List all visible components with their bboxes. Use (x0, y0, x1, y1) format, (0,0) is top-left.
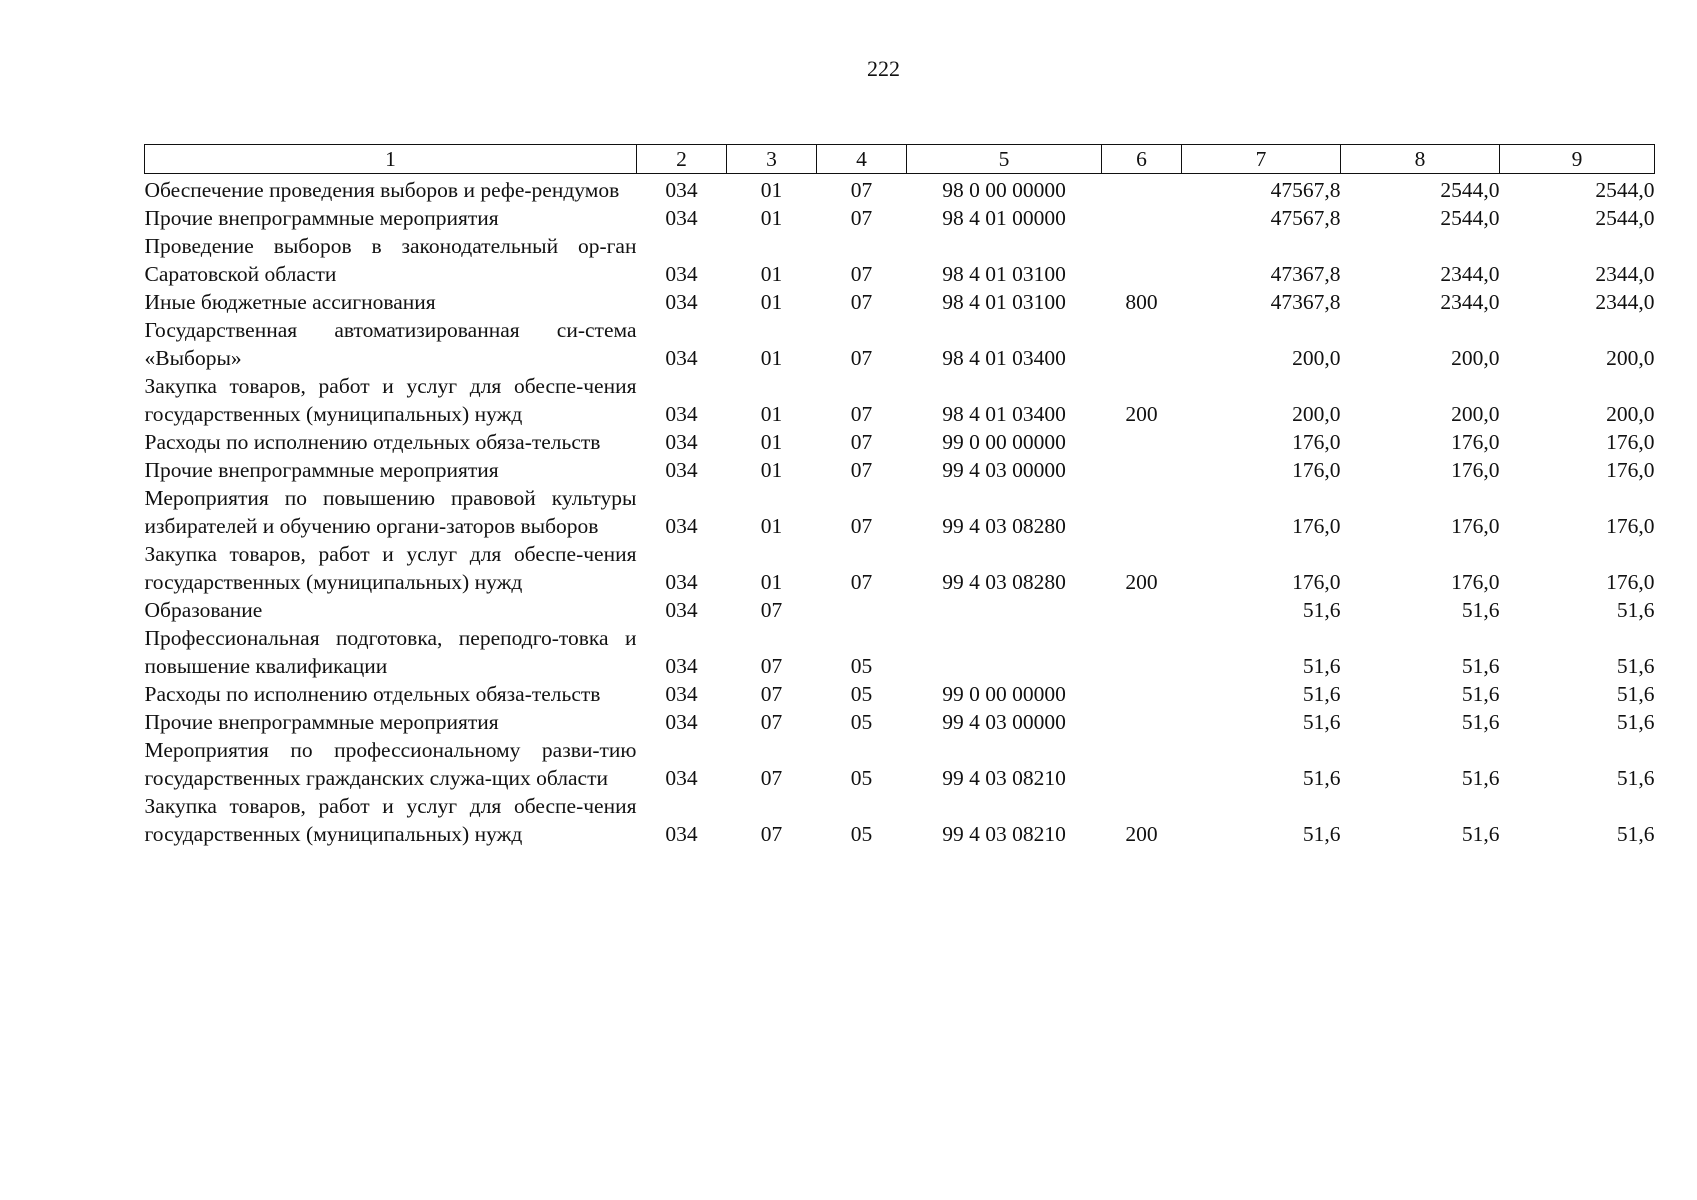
table-row (145, 372, 1655, 428)
row-amount-col9: 176,0 (1606, 514, 1655, 538)
row-ministry-code: 034 (665, 570, 698, 594)
row-target-article: 98 4 01 00000 (942, 206, 1066, 230)
column-header: 8 (1341, 145, 1500, 174)
table-row (145, 736, 1655, 792)
row-section-code: 07 (760, 654, 783, 678)
column-header: 9 (1500, 145, 1655, 174)
row-target-article (907, 624, 1102, 680)
row-amount-col9: 2344,0 (1595, 262, 1655, 286)
row-amount-col9: 200,0 (1606, 346, 1655, 370)
row-amount-col8: 2544,0 (1440, 178, 1500, 202)
row-amount-col7: 176,0 (1292, 430, 1341, 454)
row-amount-col7: 47567,8 (1270, 206, 1341, 230)
row-expense-type: 200 (1125, 402, 1158, 426)
row-amount-col7: 200,0 (1292, 346, 1341, 370)
row-amount-col8: 176,0 (1451, 570, 1500, 594)
row-amount-col8: 176,0 (1451, 458, 1500, 482)
row-ministry-code: 034 (665, 402, 698, 426)
row-ministry-code: 034 (665, 178, 698, 202)
row-section-code: 07 (760, 766, 783, 790)
row-amount-col7: 51,6 (1302, 654, 1341, 678)
row-name: Закупка товаров, работ и услуг для обеспе-чения государственных (муниципальных) нужд (144, 374, 637, 426)
row-name: Прочие внепрограммные мероприятия (144, 458, 499, 482)
row-target-article: 99 4 03 08280 (942, 514, 1066, 538)
row-amount-col7: 176,0 (1292, 570, 1341, 594)
row-amount-col8: 51,6 (1461, 654, 1500, 678)
row-subsection-code: 05 (850, 654, 873, 678)
row-name: Прочие внепрограммные мероприятия (144, 206, 499, 230)
row-expense-type (1102, 174, 1182, 205)
row-ministry-code: 034 (665, 682, 698, 706)
column-header: 2 (637, 145, 727, 174)
table-row (145, 316, 1655, 372)
row-ministry-code: 034 (665, 290, 698, 314)
row-section-code: 01 (760, 458, 783, 482)
row-amount-col8: 176,0 (1451, 514, 1500, 538)
row-subsection-code: 07 (850, 346, 873, 370)
table-body (145, 174, 1655, 849)
row-section-code: 07 (760, 822, 783, 846)
row-amount-col7: 51,6 (1302, 710, 1341, 734)
column-header: 5 (907, 145, 1102, 174)
row-name: Мероприятия по профессиональному разви-тию государственных гражданских служа-щих области (144, 738, 637, 790)
row-subsection-code: 07 (850, 402, 873, 426)
table-row (145, 596, 1655, 624)
row-amount-col9: 2544,0 (1595, 178, 1655, 202)
row-subsection-code: 07 (850, 570, 873, 594)
row-ministry-code: 034 (665, 458, 698, 482)
row-amount-col7: 51,6 (1302, 822, 1341, 846)
row-amount-col9: 51,6 (1616, 654, 1655, 678)
row-subsection-code: 07 (850, 262, 873, 286)
row-section-code: 01 (760, 206, 783, 230)
row-amount-col9: 51,6 (1616, 822, 1655, 846)
row-amount-col7: 200,0 (1292, 402, 1341, 426)
page-number: 222 (867, 56, 900, 81)
row-amount-col7: 47367,8 (1270, 290, 1341, 314)
row-amount-col8: 2344,0 (1440, 290, 1500, 314)
budget-table (144, 144, 1655, 848)
row-amount-col7: 176,0 (1292, 514, 1341, 538)
row-name: Мероприятия по повышению правовой культуры избирателей и обучению органи-заторов выборов (144, 486, 637, 538)
table-row (145, 204, 1655, 232)
row-amount-col9: 176,0 (1606, 430, 1655, 454)
row-target-article: 99 0 00 00000 (942, 430, 1066, 454)
table-row (145, 680, 1655, 708)
row-amount-col8: 200,0 (1451, 346, 1500, 370)
row-ministry-code: 034 (665, 654, 698, 678)
row-amount-col9: 176,0 (1606, 458, 1655, 482)
row-ministry-code: 034 (665, 514, 698, 538)
row-name: Прочие внепрограммные мероприятия (144, 710, 499, 734)
row-ministry-code: 034 (665, 262, 698, 286)
row-name: Проведение выборов в законодательный ор-ган Саратовской области (144, 234, 637, 286)
row-expense-type (1102, 232, 1182, 288)
row-name: Закупка товаров, работ и услуг для обеспе-чения государственных (муниципальных) нужд (144, 542, 637, 594)
table-row (145, 174, 1655, 205)
row-section-code: 01 (760, 178, 783, 202)
table-row (145, 456, 1655, 484)
row-section-code: 01 (760, 570, 783, 594)
row-name: Профессиональная подготовка, переподго-товка и повышение квалификации (144, 626, 637, 678)
row-expense-type: 200 (1125, 570, 1158, 594)
row-target-article: 99 4 03 08210 (942, 766, 1066, 790)
row-name: Обеспечение проведения выборов и рефе-рендумов (144, 178, 620, 202)
row-section-code: 01 (760, 514, 783, 538)
row-name: Иные бюджетные ассигнования (144, 290, 436, 314)
row-target-article: 99 0 00 00000 (942, 682, 1066, 706)
row-ministry-code: 034 (665, 206, 698, 230)
row-amount-col8: 51,6 (1461, 682, 1500, 706)
row-subsection-code: 07 (850, 206, 873, 230)
row-target-article: 99 4 03 00000 (942, 458, 1066, 482)
row-expense-type (1102, 680, 1182, 708)
column-header: 4 (817, 145, 907, 174)
row-expense-type (1102, 204, 1182, 232)
row-ministry-code: 034 (665, 710, 698, 734)
row-amount-col8: 51,6 (1461, 598, 1500, 622)
row-target-article: 98 4 01 03400 (942, 346, 1066, 370)
row-section-code: 01 (760, 346, 783, 370)
row-amount-col7: 51,6 (1302, 598, 1341, 622)
row-name: Расходы по исполнению отдельных обяза-тельств (144, 682, 601, 706)
row-target-article: 99 4 03 08280 (942, 570, 1066, 594)
row-amount-col7: 47567,8 (1270, 178, 1341, 202)
row-ministry-code: 034 (665, 822, 698, 846)
table-row (145, 484, 1655, 540)
row-amount-col9: 176,0 (1606, 570, 1655, 594)
table-row (145, 624, 1655, 680)
row-target-article: 98 4 01 03100 (942, 290, 1066, 314)
row-ministry-code: 034 (665, 598, 698, 622)
row-subsection-code: 07 (850, 514, 873, 538)
row-section-code: 01 (760, 290, 783, 314)
row-amount-col9: 51,6 (1616, 766, 1655, 790)
row-subsection-code: 05 (850, 822, 873, 846)
table-row (145, 428, 1655, 456)
header-row (145, 145, 1655, 174)
table-row (145, 708, 1655, 736)
row-amount-col9: 51,6 (1616, 710, 1655, 734)
row-amount-col8: 51,6 (1461, 766, 1500, 790)
row-subsection-code: 07 (850, 430, 873, 454)
row-target-article: 99 4 03 08210 (942, 822, 1066, 846)
row-amount-col9: 200,0 (1606, 402, 1655, 426)
table-row (145, 288, 1655, 316)
row-subsection-code: 07 (850, 290, 873, 314)
row-subsection-code: 05 (850, 682, 873, 706)
row-amount-col7: 51,6 (1302, 766, 1341, 790)
row-section-code: 07 (760, 682, 783, 706)
row-section-code: 01 (760, 262, 783, 286)
row-subsection-code: 07 (850, 458, 873, 482)
row-name: Государственная автоматизированная си-стема «Выборы» (144, 318, 637, 370)
row-ministry-code: 034 (665, 766, 698, 790)
row-ministry-code: 034 (665, 346, 698, 370)
column-header: 7 (1182, 145, 1341, 174)
row-section-code: 01 (760, 402, 783, 426)
row-target-article (907, 596, 1102, 624)
table-row (145, 792, 1655, 848)
row-amount-col8: 51,6 (1461, 710, 1500, 734)
row-ministry-code: 034 (665, 430, 698, 454)
row-expense-type (1102, 708, 1182, 736)
row-expense-type (1102, 484, 1182, 540)
row-section-code: 07 (760, 710, 783, 734)
row-expense-type: 200 (1125, 822, 1158, 846)
row-amount-col8: 176,0 (1451, 430, 1500, 454)
row-amount-col7: 51,6 (1302, 682, 1341, 706)
row-subsection-code (817, 596, 907, 624)
table-row (145, 232, 1655, 288)
row-section-code: 01 (760, 430, 783, 454)
row-expense-type: 800 (1125, 290, 1158, 314)
row-amount-col8: 2344,0 (1440, 262, 1500, 286)
row-expense-type (1102, 736, 1182, 792)
row-amount-col9: 2344,0 (1595, 290, 1655, 314)
row-amount-col7: 176,0 (1292, 458, 1341, 482)
row-name: Закупка товаров, работ и услуг для обеспе-чения государственных (муниципальных) нужд (144, 794, 637, 846)
table-header (145, 145, 1655, 174)
column-header: 1 (145, 145, 637, 174)
row-section-code: 07 (760, 598, 783, 622)
row-target-article: 98 4 01 03100 (942, 262, 1066, 286)
row-expense-type (1102, 596, 1182, 624)
row-subsection-code: 05 (850, 710, 873, 734)
row-expense-type (1102, 456, 1182, 484)
row-target-article: 98 0 00 00000 (942, 178, 1066, 202)
row-amount-col8: 2544,0 (1440, 206, 1500, 230)
row-name: Расходы по исполнению отдельных обяза-тельств (144, 430, 601, 454)
row-target-article: 99 4 03 00000 (942, 710, 1066, 734)
table-row (145, 540, 1655, 596)
column-header: 3 (727, 145, 817, 174)
row-subsection-code: 07 (850, 178, 873, 202)
row-name: Образование (144, 598, 263, 622)
row-subsection-code: 05 (850, 766, 873, 790)
column-header: 6 (1102, 145, 1182, 174)
row-expense-type (1102, 428, 1182, 456)
row-amount-col7: 47367,8 (1270, 262, 1341, 286)
row-amount-col9: 51,6 (1616, 682, 1655, 706)
row-amount-col9: 51,6 (1616, 598, 1655, 622)
row-amount-col8: 200,0 (1451, 402, 1500, 426)
row-expense-type (1102, 316, 1182, 372)
row-amount-col8: 51,6 (1461, 822, 1500, 846)
row-target-article: 98 4 01 03400 (942, 402, 1066, 426)
row-expense-type (1102, 624, 1182, 680)
row-amount-col9: 2544,0 (1595, 206, 1655, 230)
